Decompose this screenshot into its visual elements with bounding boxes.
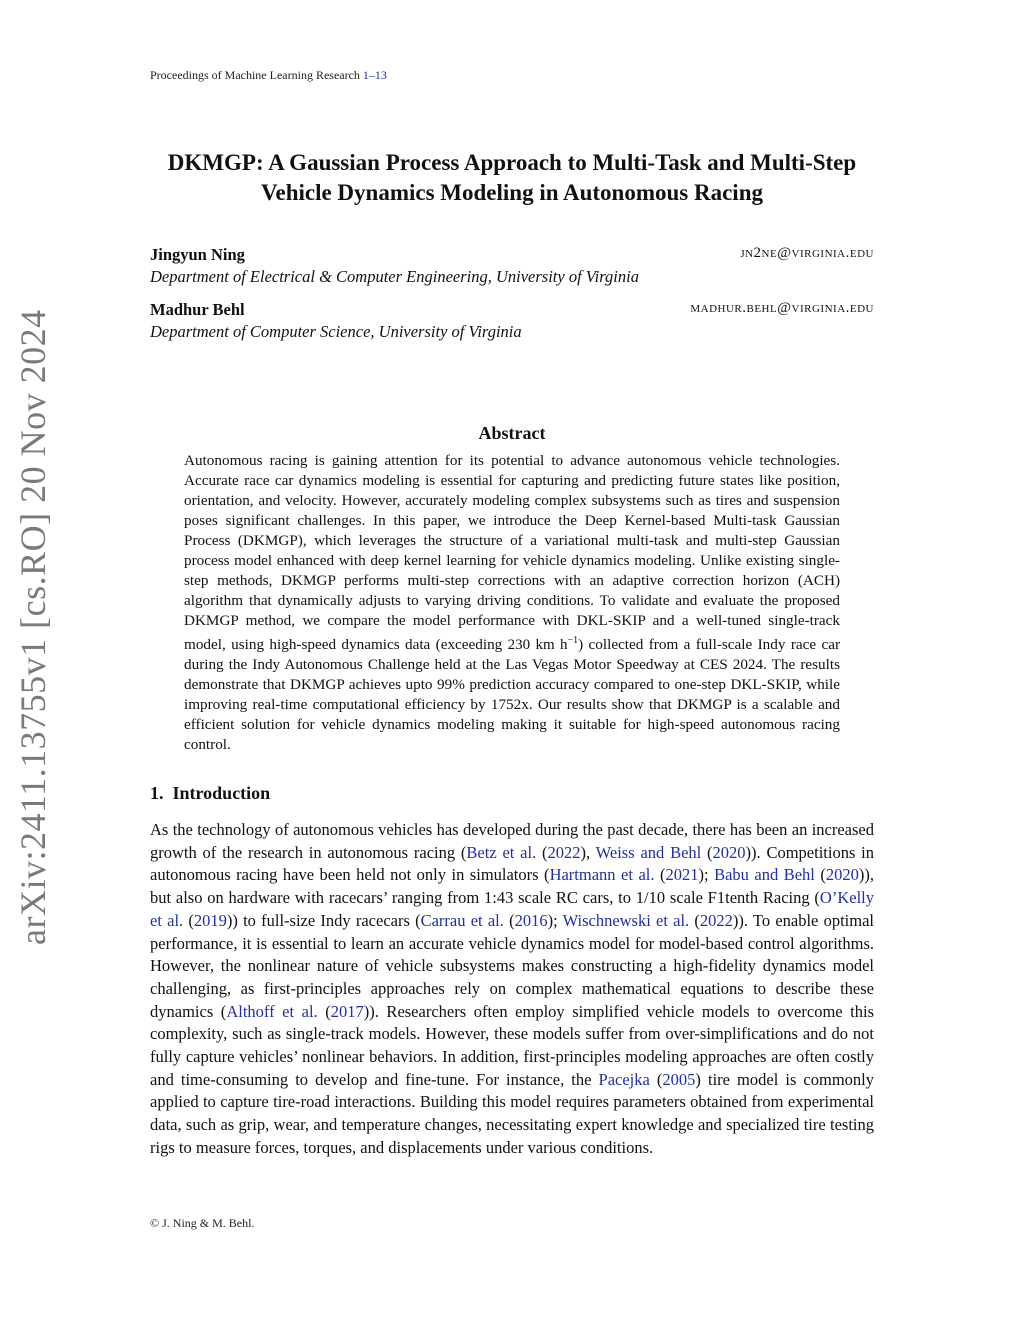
author-affiliation: Department of Electrical & Computer Engineering, University of Virginia xyxy=(150,267,639,286)
author-email[interactable]: madhur.behl@virginia.edu xyxy=(690,300,874,316)
citation-link[interactable]: O’Kelly et al. xyxy=(150,888,874,930)
title-line-1: DKMGP: A Gaussian Process Approach to Multi-Task and Multi-Step xyxy=(167,150,857,175)
section-title: Introduction xyxy=(172,783,271,803)
author-block-1 xyxy=(150,245,874,287)
citation-year-link[interactable]: 2019 xyxy=(193,910,227,930)
intro-text: )). To enable optimal performance, it is essential to learn an accurate vehicle dynamics model for model-based control algorithms. However, the nonlinear nature of vehicle subsystems makes constructing a high-fidelity dynamics model challenging, as first-principles approaches rely on complex mathematical equations to describe these dynamics ( xyxy=(150,910,875,1021)
author-name: Madhur Behl xyxy=(150,300,245,319)
venue-text: Proceedings of Machine Learning Research xyxy=(150,68,360,82)
unit-exponent: −1 xyxy=(567,635,579,646)
citation-year-link[interactable]: 2016 xyxy=(514,910,548,930)
citation-link[interactable]: Wischnewski et al. xyxy=(562,910,690,930)
citation-link[interactable]: Althoff et al. xyxy=(226,1001,318,1021)
arxiv-side-stamp: arXiv:2411.13755v1 [cs.RO] 20 Nov 2024 xyxy=(13,309,53,945)
abstract-text: ) collected from a full-scale Indy race car during the Indy Autonomous Challenge held at the Las Vegas Motor Speedway at CES 2024. The results demonstrate that DKMGP achieves upto 99% prediction accuracy compared to one-step DKL-SKIP, while improving real-time computational efficiency by 1752x. Our results show that DKMGP is a scalable and efficient solution for vehicle dynamics modeling making it suitable for high-speed autonomous racing control. xyxy=(184,636,841,754)
author-name: Jingyun Ning xyxy=(150,245,245,264)
paper-title xyxy=(140,148,884,208)
citation-year-link[interactable]: 2022 xyxy=(699,910,733,930)
author-email[interactable]: jn2ne@virginia.edu xyxy=(740,245,874,261)
citation-year-link[interactable]: 2020 xyxy=(825,865,859,885)
copyright-footer: © J. Ning & M. Behl. xyxy=(150,1216,255,1230)
citation-year-link[interactable]: 2022 xyxy=(547,842,581,862)
page-range-link[interactable]: 1–13 xyxy=(362,68,387,82)
author-affiliation: Department of Computer Science, University of Virginia xyxy=(150,322,522,341)
abstract-heading: Abstract xyxy=(478,423,546,443)
introduction-paragraph: As the technology of autonomous vehicles has developed during the past decade, there has been an increased growth of the research in autonomous racing (Betz et al. (2022), Weiss and Behl (2020)). Competitions in autonomous racing have been held not only in simulators (Hartmann et al. (2021); Babu and Behl (2020)), but also on hardware with racecars’ ranging from 1:43 scale RC cars, to 1/10 scale F1tenth Racing (O’Kelly et al. (2019)) to full-size Indy racecars (Carrau et al. (2016); Wischnewski et al. (2022)). To enable optimal performance, it is essential to learn an accurate vehicle dynamics model for model-based control algorithms. However, the nonlinear nature of vehicle subsystems makes constructing a high-fidelity dynamics model challenging, as first-principles approaches rely on complex mathematical equations to describe these dynamics (Althoff et al. (2017)). Researchers often employ simplified vehicle models to overcome this complexity, such as single-track models. However, these models suffer from over-simplifications and do not fully capture vehicles’ nonlinear behaviors. In addition, first-principles modeling approaches are often costly and time-consuming to develop and fine-tune. For instance, the Pacejka (2005) tire model is commonly applied to capture tire-road interactions. Building this model requires parameters obtained from experimental data, such as grip, wear, and temperature changes, necessitating expert knowledge and specialized tire testing rigs to measure forces, torques, and displacements under various conditions. xyxy=(150,820,875,1157)
intro-text: )), but also on hardware with racecars’ ranging from 1:43 scale RC cars, to 1/10 scale F1tenth Racing ( xyxy=(150,865,874,908)
intro-text: )). Researchers often employ simplified vehicle models to overcome this complexity, such as single-track models. However, these models suffer from over-simplifications and do not fully capture vehicles’ nonlinear behaviors. In addition, first-principles modeling approaches are often costly and time-consuming to develop and fine-tune. For instance, the xyxy=(150,1001,875,1089)
intro-text: )) to full-size Indy racecars ( xyxy=(226,910,421,930)
section-number: 1. xyxy=(150,783,164,803)
citation-year-link[interactable]: 2021 xyxy=(665,865,699,885)
title-line-2: Vehicle Dynamics Modeling in Autonomous Racing xyxy=(260,180,763,205)
abstract-body xyxy=(184,451,840,755)
intro-text: ); xyxy=(547,910,563,930)
intro-text: )). Competitions in autonomous racing have been held not only in simulators ( xyxy=(150,842,874,885)
citation-link[interactable]: Pacejka xyxy=(598,1069,650,1089)
citation-link[interactable]: Betz et al. xyxy=(466,842,537,862)
intro-text: ); xyxy=(698,865,715,885)
citation-year-link[interactable]: 2017 xyxy=(330,1001,364,1021)
running-header xyxy=(150,68,387,83)
citation-link[interactable]: Carrau et al. xyxy=(420,910,504,930)
intro-text: ) tire model is commonly applied to capture tire-road interactions. Building this model requires parameters obtained from experimental data, such as grip, wear, and temperature changes, necessitating expert knowledge and specialized tire testing rigs to measure forces, torques, and displacements under various conditions. xyxy=(150,1069,875,1157)
citation-year-link[interactable]: 2020 xyxy=(712,842,746,862)
author-block-2 xyxy=(150,300,874,342)
citation-year-link[interactable]: 2005 xyxy=(662,1069,696,1089)
intro-text: As the technology of autonomous vehicles has developed during the past decade, there has been an increased growth of the research in autonomous racing ( xyxy=(150,820,874,862)
abstract-text: Autonomous racing is gaining attention for its potential to advance autonomous vehicle technologies. Accurate race car dynamics modeling is essential for capturing and predicting future states like position, orientation, and velocity. However, accurately modeling complex subsystems such as tires and suspension poses significant challenges. In this paper, we introduce the Deep Kernel-based Multi-task Gaussian Process (DKMGP), which leverages the structure of a variational multi-task and multi-step Gaussian process model enhanced with deep kernel learning for vehicle dynamics modeling. Unlike existing single-step methods, DKMGP performs multi-step corrections with an adaptive correction horizon (ACH) algorithm that dynamically adjusts to varying driving conditions. To validate and evaluate the proposed DKMGP method, we compare the model performance with DKL-SKIP and a well-tuned single-track model, using high-speed dynamics data (exceeding xyxy=(184,452,840,654)
citation-link[interactable]: Weiss and Behl xyxy=(595,842,702,862)
citation-link[interactable]: Hartmann et al. xyxy=(549,865,655,885)
citation-link[interactable]: Babu and Behl xyxy=(714,865,815,885)
intro-text: , xyxy=(586,842,596,862)
speed-unit: 230 km h xyxy=(507,637,568,654)
section-heading-introduction xyxy=(150,783,270,804)
